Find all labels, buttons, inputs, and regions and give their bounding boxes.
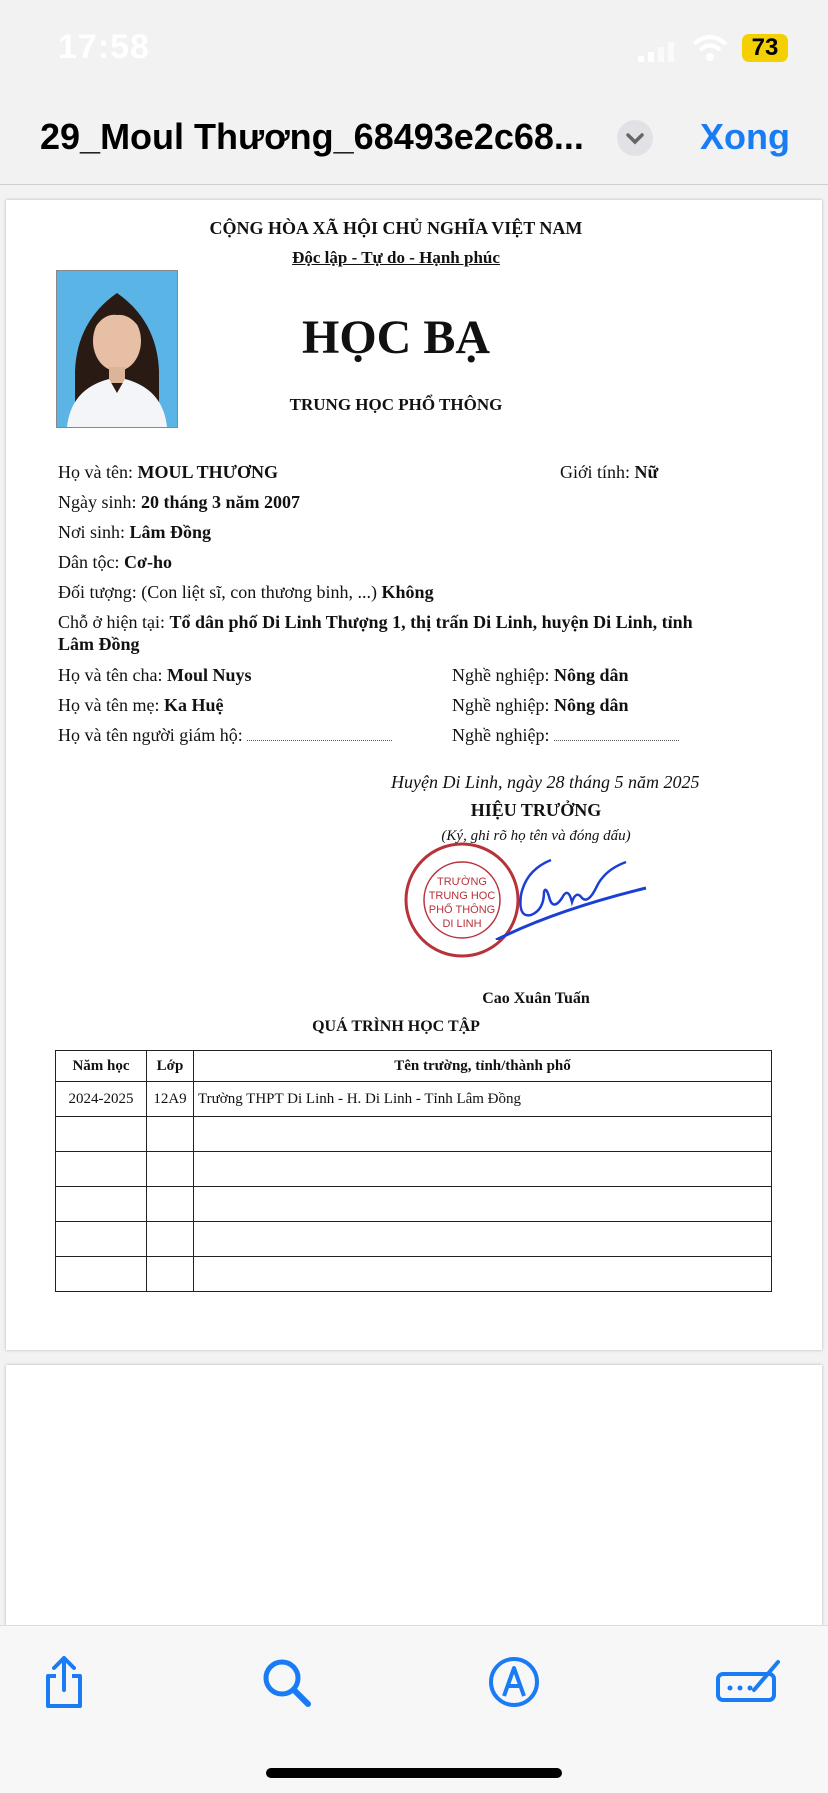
col-school-header: Tên trường, tỉnh/thành phố: [194, 1051, 772, 1082]
student-name: MOUL THƯƠNG: [137, 462, 278, 482]
birthplace-value: Lâm Đồng: [129, 522, 212, 542]
history-title: QUÁ TRÌNH HỌC TẬP: [312, 1018, 480, 1035]
signer-name: Cao Xuân Tuấn: [482, 990, 590, 1007]
col-year-header: Năm học: [56, 1051, 147, 1082]
dob-value: 20 tháng 3 năm 2007: [141, 492, 301, 512]
address-line-2: Lâm Đồng: [58, 634, 140, 654]
father-job: Nông dân: [553, 665, 629, 685]
guardian-row: Họ và tên người giám hộ:: [58, 725, 392, 746]
subject-row: Đối tượng: (Con liệt sĩ, con thương binh, ...) Không: [58, 582, 434, 602]
chevron-down-icon: [617, 120, 653, 156]
search-button[interactable]: [258, 1654, 314, 1710]
ethnicity-value: Cơ-ho: [123, 552, 172, 572]
guardian-blank: [247, 736, 392, 741]
document-heading: HỌC BẠ: [301, 311, 490, 364]
gender-value: Nữ: [634, 462, 659, 482]
subject-value: Không: [381, 582, 434, 602]
document-page: [6, 200, 822, 1350]
wifi-icon: [692, 34, 728, 62]
cell-school: Trường THPT Di Linh - H. Di Linh - Tỉnh Lâm Đồng: [194, 1082, 772, 1117]
table-row: [56, 1082, 772, 1117]
share-icon: [36, 1654, 92, 1710]
table-row: [56, 1257, 772, 1292]
home-indicator: [266, 1768, 562, 1778]
father-job-row: Nghề nghiệp: Nông dân: [452, 665, 629, 685]
principal-title: HIỆU TRƯỞNG: [470, 800, 602, 820]
guardian-job-blank: [554, 736, 679, 741]
mother-job-row: Nghề nghiệp: Nông dân: [452, 695, 629, 715]
status-bar: [0, 0, 828, 96]
study-history-table: [55, 1050, 772, 1292]
gender-row: Giới tính: Nữ: [560, 462, 659, 482]
father-name: Moul Nuys: [166, 665, 252, 685]
battery-indicator: 73: [742, 34, 788, 62]
col-class-header: Lớp: [147, 1051, 194, 1082]
guardian-job-row: Nghề nghiệp:: [452, 725, 679, 746]
table-row: [56, 1117, 772, 1152]
search-icon: [258, 1654, 314, 1710]
markup-icon: [486, 1654, 542, 1710]
stamp-line-1: TRƯỜNG: [437, 876, 487, 888]
cellular-signal-icon: [638, 42, 678, 62]
address-row: Chỗ ở hiện tại: Tổ dân phố Di Linh Thượng 1, thị trấn Di Linh, huyện Di Linh, tỉnh: [58, 612, 693, 632]
table-row: [56, 1152, 772, 1187]
cell-year: 2024-2025: [56, 1082, 147, 1117]
mother-name: Ka Huệ: [163, 695, 224, 715]
student-name-row: Họ và tên: MOUL THƯƠNG: [58, 462, 278, 482]
nation-header: CỘNG HÒA XÃ HỘI CHỦ NGHĨA VIỆT NAM: [209, 218, 583, 238]
dob-row: Ngày sinh: 20 tháng 3 năm 2007: [58, 492, 301, 512]
mother-job: Nông dân: [553, 695, 629, 715]
stamp-line-4: DI LINH: [442, 918, 482, 930]
document-title-bar: [0, 96, 828, 185]
table-row: [56, 1222, 772, 1257]
stamp-line-2: TRUNG HỌC: [428, 890, 496, 902]
title-menu-button[interactable]: [617, 120, 653, 156]
done-button[interactable]: Xong: [700, 116, 790, 157]
signature-image: [476, 840, 666, 940]
stamp-line-3: PHỔ THÔNG: [428, 904, 496, 916]
document-page-2: [6, 1365, 822, 1625]
table-row: [56, 1187, 772, 1222]
document-subheading: TRUNG HỌC PHỔ THÔNG: [289, 395, 503, 414]
edit-button[interactable]: [714, 1654, 784, 1710]
cell-class: 12A9: [147, 1082, 194, 1117]
markup-button[interactable]: [486, 1654, 542, 1710]
mother-row: Họ và tên mẹ: Ka Huệ: [58, 695, 224, 715]
share-button[interactable]: [36, 1654, 92, 1710]
signature-note: (Ký, ghi rõ họ tên và đóng dấu): [441, 828, 631, 844]
motto: Độc lập - Tự do - Hạnh phúc: [292, 248, 500, 267]
birthplace-row: Nơi sinh: Lâm Đồng: [58, 522, 212, 542]
document-title[interactable]: 29_Moul Thương_68493e2c68...: [40, 116, 584, 157]
edit-icon: [714, 1654, 784, 1710]
ethnicity-row: Dân tộc: Cơ-ho: [58, 552, 172, 572]
address-line-1: Tổ dân phố Di Linh Thượng 1, thị trấn Di Linh, huyện Di Linh, tỉnh: [169, 612, 693, 632]
table-header-row: [56, 1051, 772, 1082]
father-row: Họ và tên cha: Moul Nuys: [58, 665, 252, 685]
status-time: 17:58: [58, 28, 150, 66]
place-date: Huyện Di Linh, ngày 28 tháng 5 năm 2025: [391, 772, 700, 792]
